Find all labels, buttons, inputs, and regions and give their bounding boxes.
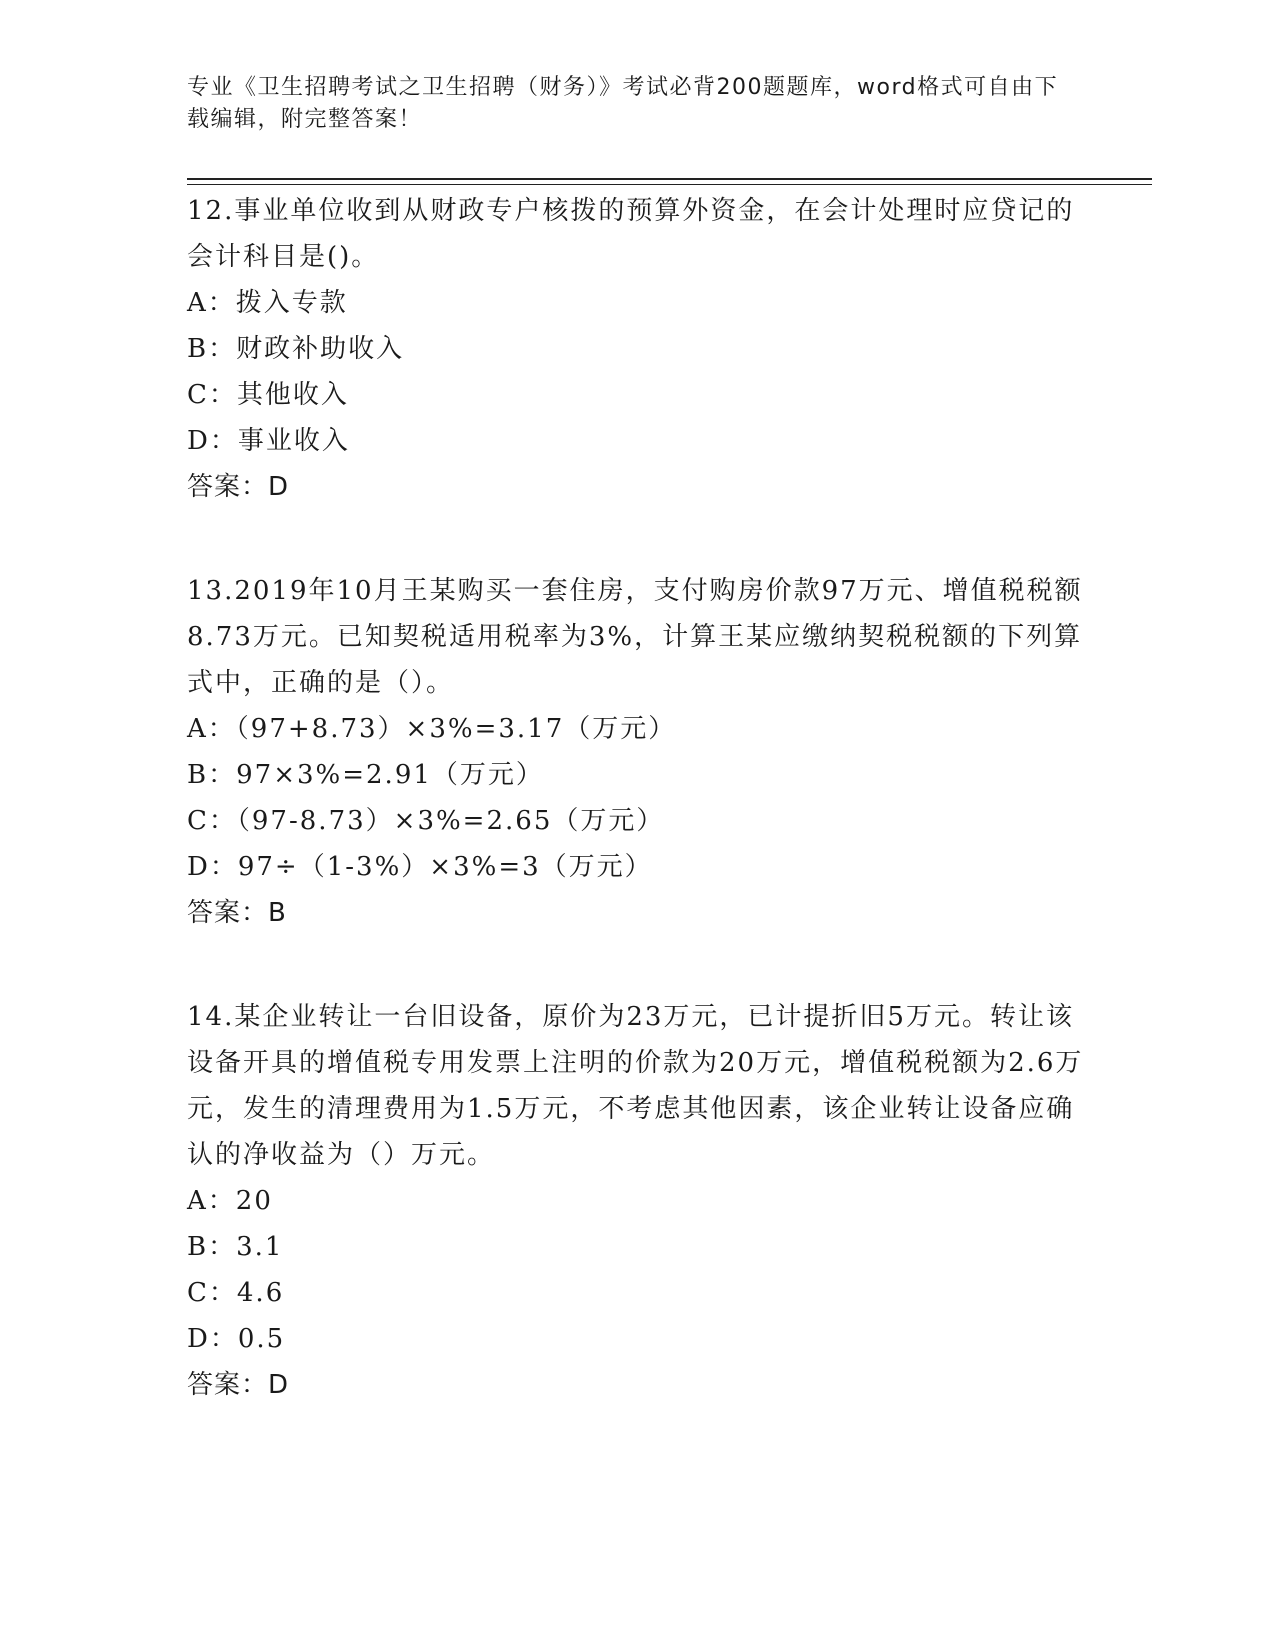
option-b: B：3.1 bbox=[187, 1232, 284, 1262]
option-a: A：拨入专款 bbox=[187, 288, 348, 318]
header-rule-thin bbox=[187, 184, 1152, 185]
question-13 bbox=[187, 568, 1087, 936]
option-a: A：20 bbox=[187, 1186, 273, 1216]
header-rule-thick bbox=[187, 178, 1152, 180]
option-c: C：4.6 bbox=[187, 1278, 285, 1308]
question-12 bbox=[187, 188, 1087, 510]
answer-line: 答案：B bbox=[187, 898, 287, 928]
question-stem: 12.事业单位收到从财政专户核拨的预算外资金，在会计处理时应贷记的会计科目是()。 bbox=[187, 196, 1075, 272]
question-14 bbox=[187, 994, 1087, 1408]
option-c: C：（97-8.73）×3%=2.65（万元） bbox=[187, 806, 665, 836]
question-stem: 14.某企业转让一台旧设备，原价为23万元，已计提折旧5万元。转让该设备开具的增值税专用发票上注明的价款为20万元，增值税税额为2.6万元，发生的清理费用为1.5万元，不考虑其他因素，该企业转让设备应确认的净收益为（）万元。 bbox=[187, 1002, 1084, 1170]
answer-line: 答案：D bbox=[187, 1370, 290, 1400]
question-stem: 13.2019年10月王某购买一套住房，支付购房价款97万元、增值税税额8.73万元。已知契税适用税率为3%，计算王某应缴纳契税税额的下列算式中，正确的是（）。 bbox=[187, 576, 1083, 698]
answer-line: 答案：D bbox=[187, 472, 290, 502]
option-b: B：财政补助收入 bbox=[187, 334, 405, 364]
option-d: D：0.5 bbox=[187, 1324, 286, 1354]
option-c: C：其他收入 bbox=[187, 380, 349, 410]
option-b: B：97×3%=2.91（万元） bbox=[187, 760, 544, 790]
question-list bbox=[187, 188, 1087, 1466]
option-a: A：（97+8.73）×3%=3.17（万元） bbox=[187, 714, 677, 744]
option-d: D：事业收入 bbox=[187, 426, 350, 456]
document-header: 专业《卫生招聘考试之卫生招聘（财务）》考试必背200题题库，word格式可自由下载编辑，附完整答案！ bbox=[187, 75, 1059, 132]
option-d: D：97÷（1-3%）×3%=3（万元） bbox=[187, 852, 653, 882]
